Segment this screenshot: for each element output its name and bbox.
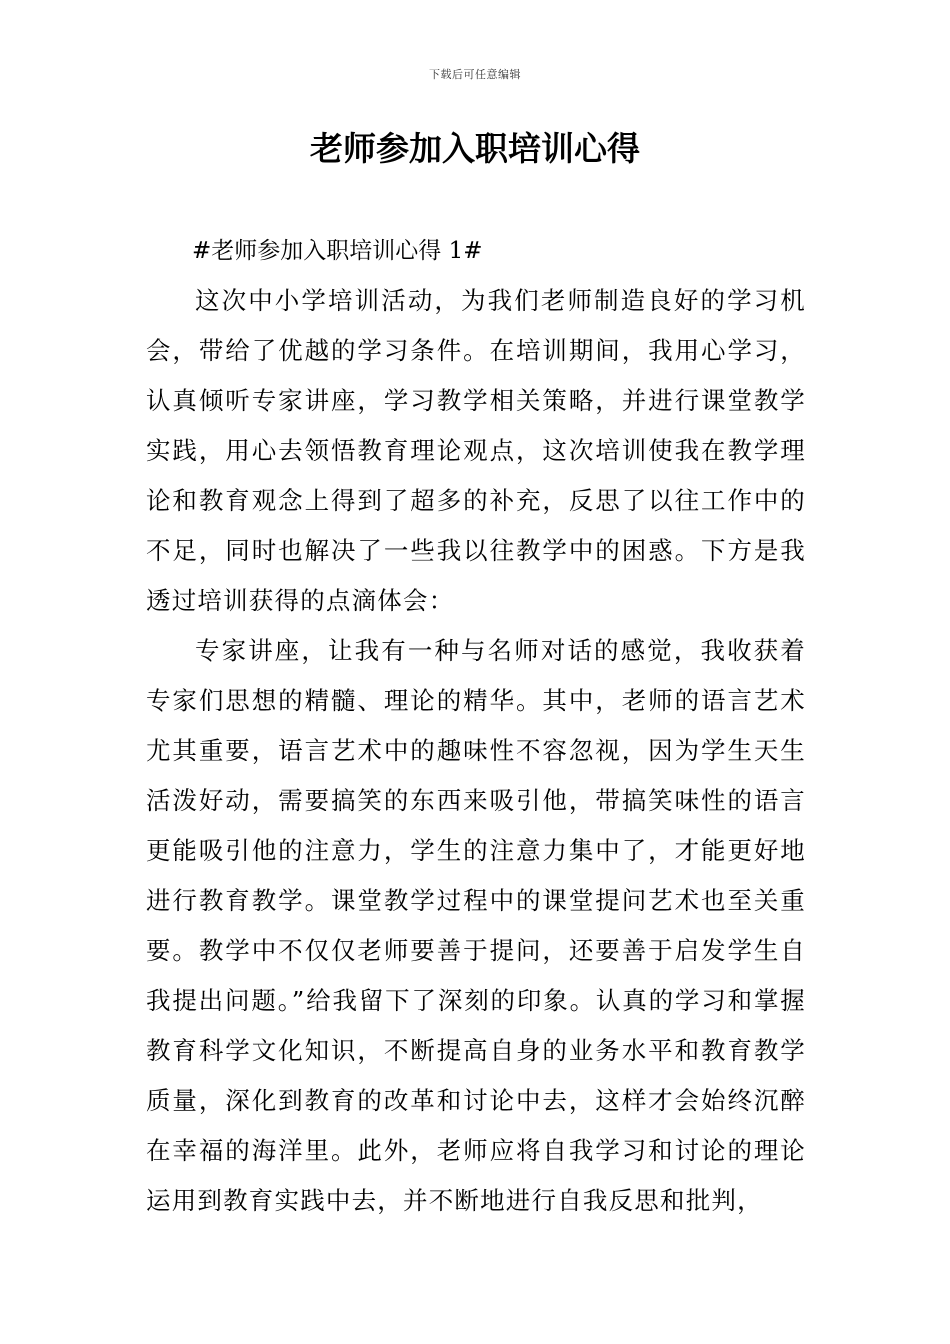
document-body [146, 226, 806, 1226]
section-heading: #老师参加入职培训心得 1# [192, 238, 483, 264]
paragraph-2: 专家讲座，让我有一种与名师对话的感觉，我收获着专家们思想的精髓、理论的精华。其中，老师的语言艺术尤其重要，语言艺术中的趣味性不容忽视，因为学生天生活泼好动，需要搞笑的东西来吸引他，带搞笑味性的语言更能吸引他的注意力，学生的注意力集中了，才能更好地进行教育教学。课堂教学过程中的课堂提问艺术也至关重要。教学中不仅仅老师要善于提问，还要善于启发学生自我提出问题。”给我留下了深刻的印象。认真的学习和掌握教育科学文化知识，不断提高自身的业务水平和教育教学质量，深化到教育的改革和讨论中去，这样才会始终沉醉在幸福的海洋里。此外，老师应将自我学习和讨论的理论运用到教育实践中去，并不断地进行自我反思和批判， [146, 636, 806, 1215]
header-note: 下载后可任意编辑 [429, 68, 521, 81]
document-title: 老师参加入职培训心得 [310, 129, 640, 168]
paragraph-1: 这次中小学培训活动，为我们老师制造良好的学习机会，带给了优越的学习条件。在培训期间，我用心学习，认真倾听专家讲座，学习教学相关策略，并进行课堂教学实践，用心去领悟教育理论观点，这次培训使我在教学理论和教育观念上得到了超多的补充，反思了以往工作中的不足，同时也解决了一些我以往教学中的困惑。下方是我透过培训获得的点滴体会： [146, 286, 806, 615]
